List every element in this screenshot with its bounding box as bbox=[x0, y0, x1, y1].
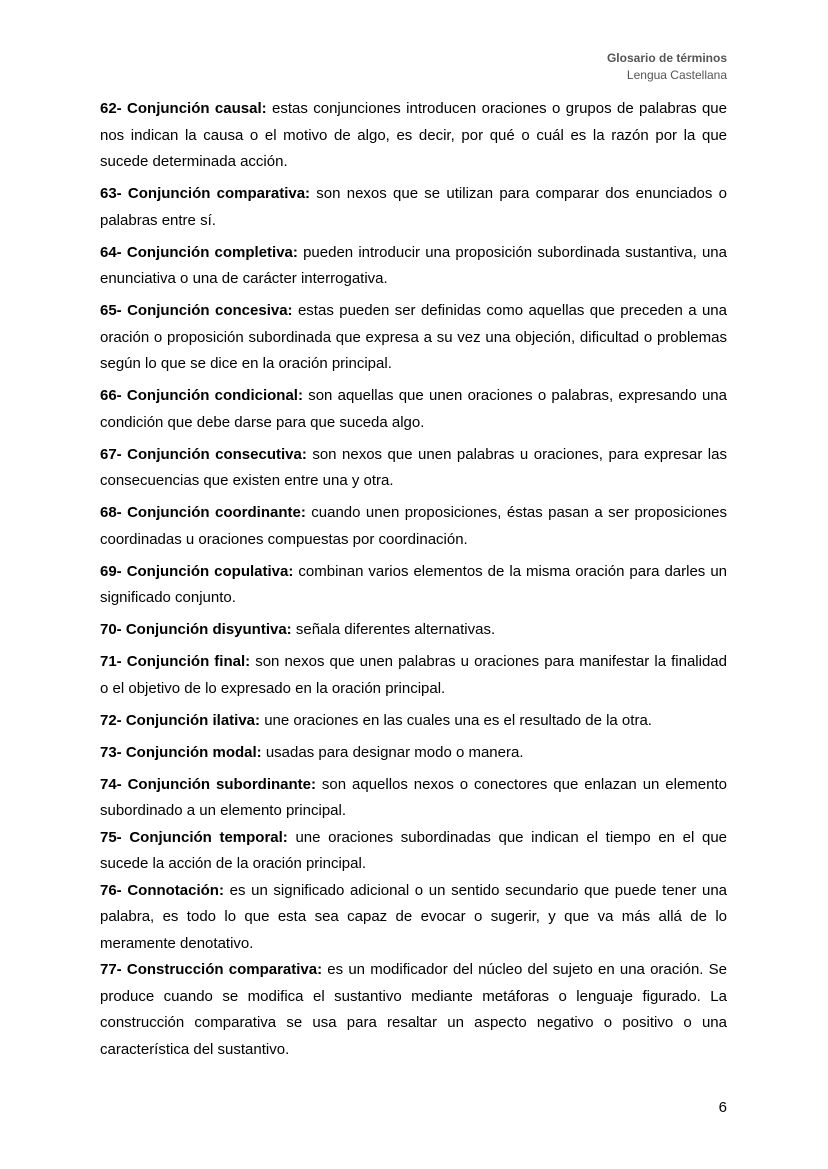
glossary-entry-70 bbox=[100, 617, 727, 644]
entry-definition: son nexos que unen palabras u oraciones, para expresar las consecuencias que existen entre una y otra. bbox=[100, 445, 727, 489]
entry-term: 76- Connotación: bbox=[100, 881, 224, 899]
entry-definition: combinan varios elementos de la misma oración para darles un significado conjunto. bbox=[100, 562, 728, 606]
entry-term: 67- Conjunción consecutiva: bbox=[100, 445, 307, 463]
header-subtitle: Lengua Castellana bbox=[626, 68, 727, 82]
glossary-entry-74 bbox=[100, 772, 727, 825]
entry-term: 64- Conjunción completiva: bbox=[100, 243, 298, 261]
glossary-entry-73 bbox=[100, 740, 727, 767]
glossary-entry-77 bbox=[100, 957, 727, 1063]
glossary-entry-62 bbox=[100, 96, 727, 176]
entry-definition: pueden introducir una proposición subordinada sustantiva, una enunciativa o una de carácter interrogativa. bbox=[100, 243, 727, 287]
glossary-entry-65 bbox=[100, 298, 727, 378]
glossary-entry-68 bbox=[100, 500, 727, 553]
entry-definition: une oraciones subordinadas que indican el tiempo en el que sucede la acción de la oración principal. bbox=[100, 828, 728, 872]
entry-definition: son aquellos nexos o conectores que enlazan un elemento subordinado a un elemento principal. bbox=[100, 775, 727, 819]
entry-term: 70- Conjunción disyuntiva: bbox=[100, 621, 292, 638]
glossary-entry-72 bbox=[100, 708, 727, 735]
page-header bbox=[607, 50, 727, 84]
page-number: 6 bbox=[718, 1099, 727, 1116]
glossary-entry-69 bbox=[100, 559, 727, 612]
header-title: Glosario de términos bbox=[606, 51, 727, 65]
entry-definition: estas pueden ser definidas como aquellas que preceden a una oración o proposición subordinada que expresa a su vez una objeción, dificultad o problemas según lo que se dice en la oración principal. bbox=[100, 302, 727, 372]
entry-term: 65- Conjunción concesiva: bbox=[100, 302, 293, 319]
entry-term: 68- Conjunción coordinante: bbox=[100, 504, 306, 521]
entry-definition: cuando unen proposiciones, éstas pasan a ser proposiciones coordinadas u oraciones compuestas por coordinación. bbox=[100, 504, 727, 548]
glossary-entry-67 bbox=[100, 442, 727, 495]
entry-definition: une oraciones en las cuales una es el resultado de la otra. bbox=[260, 711, 652, 729]
entry-term: 63- Conjunción comparativa: bbox=[100, 185, 311, 202]
entry-term: 62- Conjunción causal: bbox=[100, 100, 267, 117]
entry-term: 74- Conjunción subordinante: bbox=[100, 775, 316, 793]
entry-definition: es un modificador del núcleo del sujeto en una oración. Se produce cuando se modifica el sustantivo mediante metáforas o lenguaje figurado. La construcción comparativa se usa para resaltar un aspecto negativo o positivo o una característica del sustantivo. bbox=[100, 961, 727, 1058]
entry-term: 77- Construcción comparativa: bbox=[100, 961, 323, 978]
entry-term: 73- Conjunción modal: bbox=[100, 743, 262, 761]
glossary-entries bbox=[100, 96, 727, 1063]
glossary-entry-66 bbox=[100, 383, 727, 436]
entry-term: 72- Conjunción ilativa: bbox=[100, 711, 261, 729]
entry-definition: es un significado adicional o un sentido secundario que puede tener una palabra, es todo lo que esta sea capaz de evocar o sugerir, y que va más allá de lo meramente denotativo. bbox=[100, 881, 728, 952]
entry-term: 66- Conjunción condicional: bbox=[100, 387, 303, 404]
glossary-entry-76 bbox=[100, 878, 727, 958]
entry-definition: son nexos que unen palabras u oraciones para manifestar la finalidad o el objetivo de lo expresado en la oración principal. bbox=[100, 653, 727, 697]
glossary-entry-75 bbox=[100, 825, 727, 878]
entry-term: 75- Conjunción temporal: bbox=[100, 828, 288, 846]
entry-definition: señala diferentes alternativas. bbox=[291, 621, 496, 638]
glossary-entry-63 bbox=[100, 181, 727, 234]
entry-term: 69- Conjunción copulativa: bbox=[100, 562, 294, 580]
entry-definition: son nexos que se utilizan para comparar dos enunciados o palabras entre sí. bbox=[100, 185, 727, 229]
entry-definition: estas conjunciones introducen oraciones o grupos de palabras que nos indican la causa o el motivo de algo, es decir, por qué o cuál es la razón por la que sucede determinada acción. bbox=[100, 100, 727, 170]
entry-term: 71- Conjunción final: bbox=[100, 653, 251, 670]
glossary-entry-71 bbox=[100, 649, 727, 702]
glossary-entry-64 bbox=[100, 240, 727, 293]
entry-definition: son aquellas que unen oraciones o palabras, expresando una condición que debe darse para que suceda algo. bbox=[100, 387, 727, 431]
entry-definition: usadas para designar modo o manera. bbox=[261, 743, 524, 761]
